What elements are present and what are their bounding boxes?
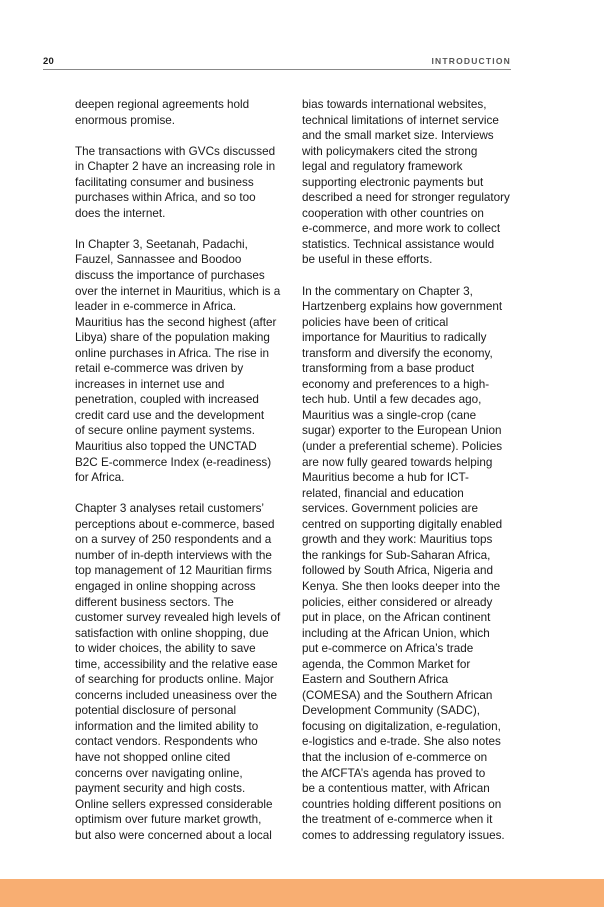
text-line: engaged in online shopping across	[75, 579, 256, 593]
text-line: time, accessibility and the relative ease	[75, 657, 278, 671]
paragraph	[75, 97, 291, 128]
text-line: including at the African Union, which	[302, 626, 490, 640]
text-line: in Chapter 2 have an increasing role in	[75, 160, 276, 174]
text-line: for Africa.	[75, 471, 125, 485]
text-line: deepen regional agreements hold	[75, 98, 250, 111]
text-line: statistics. Technical assistance would	[302, 237, 495, 251]
text-line: discuss the importance of purchases	[75, 269, 265, 283]
text-line: comes to addressing regulatory issues.	[302, 828, 505, 842]
text-line: credit card use and the development	[75, 408, 265, 422]
text-line: tech hub. Until a few decades ago,	[302, 393, 482, 407]
text-line: described a need for stronger regulatory	[302, 191, 510, 205]
text-line: policies, either considered or already	[302, 595, 493, 609]
text-line: leader in e-commerce in Africa.	[75, 300, 237, 314]
text-line: Kenya. She then looks deeper into the	[302, 579, 501, 593]
text-line: but also were concerned about a local	[75, 828, 272, 842]
text-line: technical limitations of internet service	[302, 113, 499, 127]
text-line: importance for Mauritius to radically	[302, 331, 487, 345]
text-line: online purchases in Africa. The rise in	[75, 346, 270, 360]
text-line: payment security and high costs.	[75, 782, 246, 796]
text-line: legal and regulatory framework	[302, 160, 463, 174]
text-line: over the internet in Mauritius, which is a	[75, 284, 281, 298]
text-line: be useful in these efforts.	[302, 253, 433, 267]
text-line: Mauritius also topped the UNCTAD	[75, 440, 257, 454]
text-line: Fauzel, Sannassee and Boodoo	[75, 253, 242, 267]
text-line: are now fully geared towards helping	[302, 455, 493, 469]
text-line: Mauritius was a single-crop (cane	[302, 408, 477, 422]
text-line: the treatment of e-commerce when it	[302, 813, 493, 827]
text-line: agenda, the Common Market for	[302, 657, 471, 671]
text-line: Libya) share of the population making	[75, 331, 270, 345]
text-line: (under a preferential scheme). Policies	[302, 440, 503, 454]
text-line: Online sellers expressed considerable	[75, 797, 273, 811]
text-line: top management of 12 Mauritian firms	[75, 564, 272, 578]
text-line: be a contentious matter, with African	[302, 782, 490, 796]
footer-band	[0, 879, 604, 907]
paragraph	[75, 501, 291, 843]
text-line: growth and they work: Mauritius tops	[302, 533, 493, 547]
text-line: Chapter 3 analyses retail customers’	[75, 502, 265, 516]
text-line: Mauritius has the second highest (after	[75, 315, 277, 329]
text-line: potential disclosure of personal	[75, 704, 237, 718]
text-line: countries holding different positions on	[302, 797, 502, 811]
text-line: related, financial and education	[302, 486, 464, 500]
text-line: penetration, coupled with increased	[75, 393, 259, 407]
text-line: retail e-commerce was driven by	[75, 362, 244, 376]
text-line: perceptions about e-commerce, based	[75, 517, 275, 531]
text-line: contact vendors. Respondents who	[75, 735, 258, 749]
text-line: of secure online payment systems.	[75, 424, 255, 438]
text-line: that the inclusion of e-commerce on	[302, 750, 488, 764]
text-line: the AfCFTA’s agenda has proved to	[302, 766, 486, 780]
text-line: e-logistics and e-trade. She also notes	[302, 735, 501, 749]
text-line: and the small market size. Interviews	[302, 129, 494, 143]
text-line: policies have been of critical	[302, 315, 449, 329]
right-column	[302, 97, 518, 859]
header-rule	[43, 69, 511, 70]
paragraph	[302, 97, 518, 268]
text-line: enormous promise.	[75, 113, 176, 127]
page-header	[43, 50, 511, 70]
text-line: focusing on digitalization, e-regulation,	[302, 719, 501, 733]
text-line: does the internet.	[75, 206, 166, 220]
text-line: concerns included uneasiness over the	[75, 688, 278, 702]
text-line: number of in-depth interviews with the	[75, 548, 272, 562]
text-line: purchases within Africa, and so too	[75, 191, 256, 205]
text-line: on a survey of 250 respondents and a	[75, 533, 272, 547]
paragraph	[75, 144, 291, 222]
text-line: to wider choices, the ability to save	[75, 642, 256, 656]
text-line: supporting electronic payments but	[302, 175, 484, 189]
text-line: economy and preferences to a high-	[302, 377, 490, 391]
text-line: centred on supporting digitally enabled	[302, 517, 503, 531]
text-line: different business sectors. The	[75, 595, 234, 609]
text-line: Hartzenberg explains how government	[302, 300, 503, 314]
text-line: In Chapter 3, Seetanah, Padachi,	[75, 237, 248, 251]
text-line: with policymakers cited the strong	[302, 144, 478, 158]
text-line: Development Community (SADC),	[302, 704, 480, 718]
text-line: customer survey revealed high levels of	[75, 611, 281, 625]
text-line: services. Government policies are	[302, 502, 479, 516]
text-line: The transactions with GVCs discussed	[75, 144, 276, 158]
text-line: put e-commerce on Africa’s trade	[302, 642, 474, 656]
paragraph	[75, 237, 291, 486]
text-line: transforming from a base product	[302, 362, 475, 376]
text-line: followed by South Africa, Nigeria and	[302, 564, 494, 578]
text-line: sugar) exporter to the European Union	[302, 424, 502, 438]
text-line: e-commerce, and more work to collect	[302, 222, 501, 236]
text-line: In the commentary on Chapter 3,	[302, 284, 473, 298]
text-line: (COMESA) and the Southern African	[302, 688, 493, 702]
text-line: B2C E-commerce Index (e-readiness)	[75, 455, 272, 469]
text-line: the rankings for Sub-Saharan Africa,	[302, 548, 491, 562]
text-line: Eastern and Southern Africa	[302, 673, 449, 687]
text-line: transform and diversify the economy,	[302, 346, 493, 360]
text-line: information and the limited ability to	[75, 719, 259, 733]
text-line: of searching for products online. Major	[75, 673, 274, 687]
text-line: concerns over navigating online,	[75, 766, 243, 780]
text-line: put in place, on the African continent	[302, 611, 491, 625]
text-line: satisfaction with online shopping, due	[75, 626, 269, 640]
text-line: have not shopped online cited	[75, 750, 231, 764]
text-line: facilitating consumer and business	[75, 175, 254, 189]
text-line: bias towards international websites,	[302, 98, 487, 111]
text-line: cooperation with other countries on	[302, 206, 484, 220]
section-title: INTRODUCTION	[431, 56, 511, 66]
text-line: increases in internet use and	[75, 377, 225, 391]
paragraph	[302, 284, 518, 844]
page-number: 20	[43, 56, 54, 67]
text-line: optimism over future market growth,	[75, 813, 262, 827]
left-column	[75, 97, 291, 859]
text-line: Mauritius become a hub for ICT-	[302, 471, 469, 485]
